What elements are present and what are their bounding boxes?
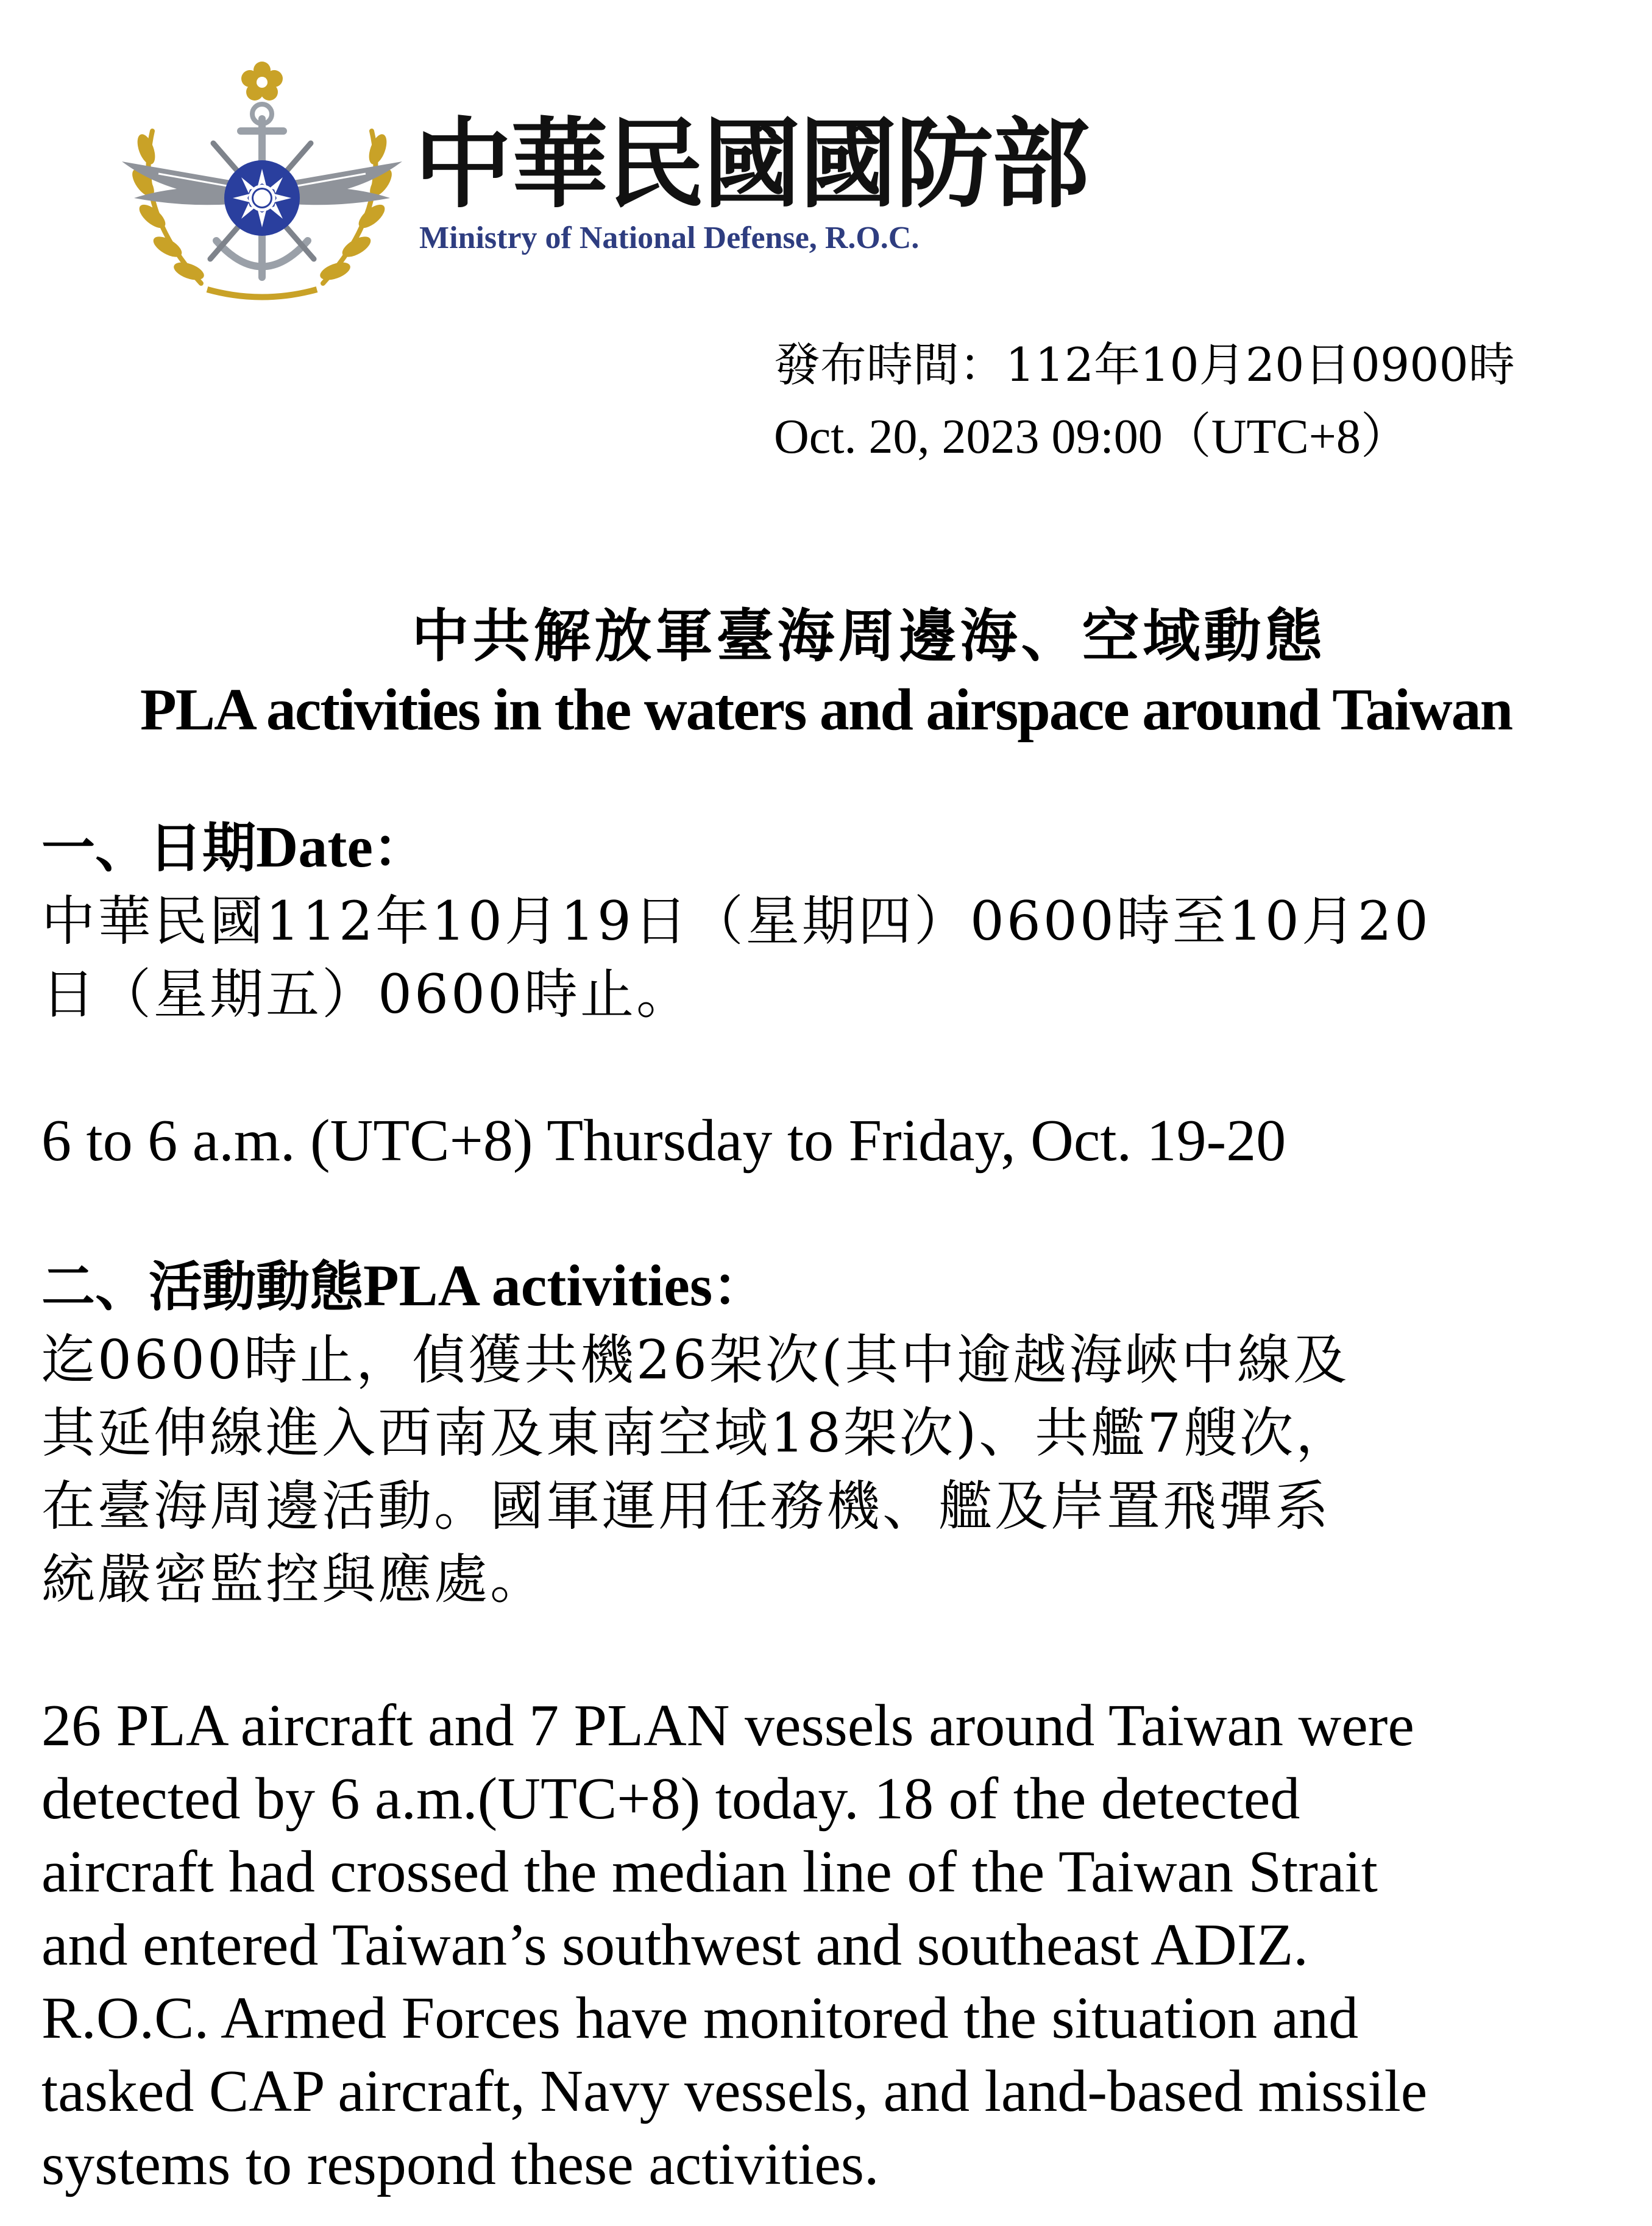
- section-activities-zh-line: 在臺海周邊活動。國軍運用任務機、艦及岸置飛彈系: [41, 1475, 1331, 1537]
- section-date-heading-en: Date: [256, 814, 373, 879]
- section-activities-heading-en: PLA activities: [363, 1253, 713, 1318]
- mnd-emblem-icon: [110, 58, 414, 314]
- section-activities-heading-zh: 二、活動動態: [41, 1255, 364, 1318]
- ministry-name-en: Ministry of National Defense, R.O.C.: [419, 221, 920, 255]
- section-activities-zh-line: 其延伸線進入西南及東南空域18架次)、共艦7艘次，: [41, 1402, 1352, 1464]
- section-activities-zh-line: 迄0600時止，偵獲共機26架次(其中逾越海峽中線及: [41, 1328, 1350, 1391]
- section-date-en-line: 6 to 6 a.m. (UTC+8) Thursday to Friday, Oct. 19-20: [41, 1108, 1286, 1174]
- section-date-zh-line: 日（星期五）0600時止。: [41, 963, 692, 1026]
- section-date-heading-zh: 一、日期: [41, 817, 257, 879]
- section-activities-heading-colon: ：: [712, 1255, 767, 1318]
- section-activities-en-line: aircraft had crossed the median line of the Taiwan Strait: [41, 1839, 1378, 1905]
- section-activities-en-line: systems to respond these activities.: [41, 2132, 879, 2197]
- document-title: [0, 600, 1652, 746]
- section-activities-en-line: and entered Taiwan’s southwest and southeast ADIZ.: [41, 1912, 1308, 1978]
- section-activities: [41, 1249, 1614, 2201]
- section-date: [41, 810, 1614, 1177]
- release-time-en: Oct. 20, 2023 09:00（UTC+8）: [774, 410, 1409, 464]
- section-activities-en-line: R.O.C. Armed Forces have monitored the situation and: [41, 1985, 1359, 2051]
- ministry-name-zh: 中華民國國防部: [414, 107, 1089, 221]
- section-activities-en-line: 26 PLA aircraft and 7 PLAN vessels around Taiwan were: [41, 1693, 1414, 1759]
- title-zh: 中共解放軍臺海周邊海、空域動態: [411, 603, 1326, 670]
- section-date-heading: [41, 810, 1614, 885]
- section-date-en-text: [41, 1104, 1614, 1177]
- section-date-zh-text: [41, 885, 1614, 1031]
- section-date-zh-line: 中華民國112年10月19日（星期四）0600時至10月20: [41, 890, 1431, 952]
- section-activities-heading: [41, 1249, 1614, 1324]
- section-date-heading-colon: ：: [372, 817, 427, 879]
- title-en: PLA activities in the waters and airspace around Taiwan: [140, 677, 1512, 743]
- section-activities-en-text: [41, 1689, 1614, 2201]
- release-time: [774, 329, 1515, 473]
- section-activities-zh-line: 統嚴密監控與應處。: [41, 1548, 547, 1611]
- section-activities-en-line: tasked CAP aircraft, Navy vessels, and land-based missile: [41, 2058, 1428, 2124]
- release-time-zh: 發布時間：112年10月20日0900時: [774, 338, 1515, 392]
- section-activities-zh-text: [41, 1324, 1614, 1616]
- section-activities-en-line: detected by 6 a.m.(UTC+8) today. 18 of the detected: [41, 1766, 1300, 1832]
